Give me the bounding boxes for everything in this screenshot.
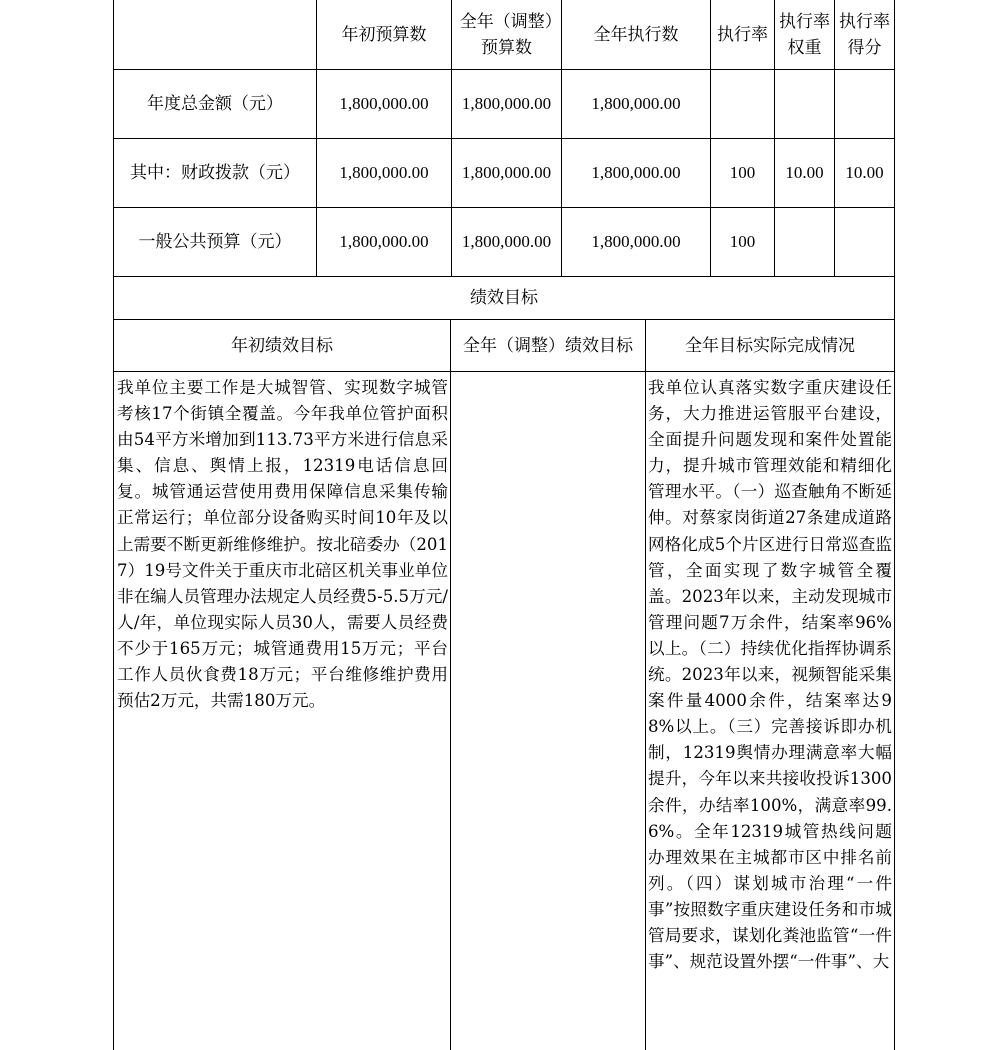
- row-adjusted-value: 1,800,000.00: [461, 232, 552, 251]
- performance-section-title: 绩效目标: [470, 288, 538, 308]
- row-adjusted-value: 1,800,000.00: [461, 94, 552, 113]
- row-score-value: 10.00: [845, 163, 884, 182]
- row-initial-value: 1,800,000.00: [339, 163, 429, 182]
- col-divider: [450, 319, 451, 1050]
- header-execution-rate: 执行率: [717, 24, 768, 45]
- header-initial-goal: 年初绩效目标: [231, 335, 333, 356]
- row-label: 年度总金额（元）: [147, 94, 283, 114]
- initial-goal-text: 我单位主要工作是大城智管、实现数字城管考核17个街镇全覆盖。今年我单位管护面积由54平方米增加到113.73平方米进行信息采集、信息、舆情上报，12319电话信息回复。城管通运营使用费用保障信息采集传输正常运行；单位部分设备购买时间10年及以上需要不断更新维修维护。按北碚委办（2017）19号文件关于重庆市北碚区机关事业单位非在编人员管理办法规定人员经费5-5.5万元/人/年，单位现实际人员30人，需要人员经费不少于165万元；城管通费用15万元；平台工作人员伙食费18万元；平台维修维护费用预估2万元，共需180万元。: [117, 378, 448, 711]
- header-initial-budget: 年初预算数: [341, 24, 427, 45]
- row-rate-value: 100: [729, 163, 756, 182]
- row-label: 一般公共预算（元）: [138, 232, 292, 252]
- header-adjusted-goal: 全年（调整）绩效目标: [463, 335, 633, 356]
- col-divider: [645, 319, 646, 1050]
- row-weight-value: 10.00: [785, 163, 824, 182]
- row-executed-value: 1,800,000.00: [591, 94, 681, 113]
- row-initial-value: 1,800,000.00: [339, 94, 429, 113]
- row-weight-value: [775, 70, 834, 138]
- row-rate-value: [711, 70, 774, 138]
- header-rate-weight: 执行率权重: [779, 11, 830, 58]
- row-initial-value: 1,800,000.00: [339, 232, 429, 251]
- row-score-value: [835, 70, 894, 138]
- table-border-right: [894, 0, 895, 1050]
- row-rate-value: 100: [729, 232, 756, 251]
- row-adjusted-value: 1,800,000.00: [461, 163, 552, 182]
- row-weight-value: [775, 208, 834, 276]
- actual-completion-text: 我单位认真落实数字重庆建设任务，大力推进运管服平台建设，全面提升问题发现和案件处置能力，提升城市管理效能和精细化管理水平。（一）巡查触角不断延伸。对蔡家岗街道27条建成道路网格化成5个片区进行日常巡查监管，全面实现了数字城管全覆盖。2023年以来，主动发现城市管理问题7万余件，结案率96%以上。（二）持续优化指挥协调系统。2023年以来，视频智能采集案件量4000余件，结案率达98%以上。（三）完善接诉即办机制，12319舆情办理满意率大幅提升，今年以来共接收投诉1300余件，办结率100%，满意率99.6%。全年12319城管热线问题办理效果在主城都市区中排名前列。（四）谋划城市治理“一件事”按照数字重庆建设任务和市城管局要求，谋划化粪池监管“一件事”、规范设置外摆“一件事”、大: [648, 378, 892, 972]
- header-actual-completion: 全年目标实际完成情况: [685, 335, 855, 356]
- row-label: 其中：财政拨款（元）: [130, 163, 300, 183]
- header-rate-score: 执行率得分: [839, 11, 890, 58]
- row-divider: [113, 371, 895, 372]
- row-score-value: [835, 208, 894, 276]
- row-executed-value: 1,800,000.00: [591, 232, 681, 251]
- header-adjusted-budget: 全年（调整）预算数: [459, 11, 554, 58]
- row-executed-value: 1,800,000.00: [591, 163, 681, 182]
- header-executed: 全年执行数: [593, 24, 679, 45]
